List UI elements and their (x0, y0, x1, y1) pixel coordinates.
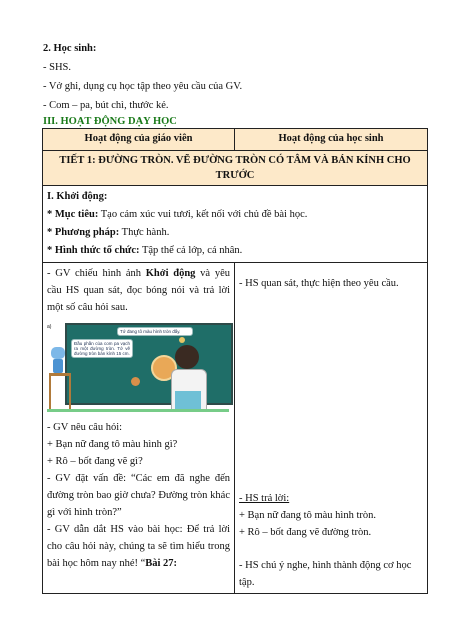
material-item: - Com – pa, bút chì, thước kẻ. (43, 100, 169, 111)
startup-heading: I. Khởi động: (47, 191, 108, 202)
table-header-row (43, 129, 428, 151)
lesson-title: TIẾT 1: ĐƯỜNG TRÒN. VẼ ĐƯỜNG TRÒN CÓ TÂM VÀ BÁN KÍNH CHO TRƯỚC (43, 151, 428, 186)
activity-table (42, 128, 428, 594)
goal-text: Tạo cảm xúc vui tươi, kết nối với chủ đề bài học. (98, 209, 308, 220)
floor (47, 409, 229, 412)
method-text: Thực hành. (119, 227, 170, 238)
col-header-student: Hoạt động của học sinh (235, 129, 428, 151)
teacher-cell (43, 263, 235, 594)
girl-skirt (175, 391, 201, 409)
activity-row (43, 263, 428, 594)
student-cell (235, 263, 428, 594)
teacher-problem: - GV đặt vấn đề: “Các em đã nghe đến đường tròn bao giờ chưa? Đường tròn khác gì với hình tròn?” (47, 473, 230, 518)
student-answer: + Rô – bốt đang vẽ đường tròn. (239, 527, 372, 538)
form-text: Tập thể cả lớp, cá nhân. (139, 245, 243, 256)
teacher-question-line: + Bạn nữ đang tô màu hình gì? (47, 439, 178, 450)
teacher-question-line: + Rô – bốt đang vẽ gì? (47, 456, 143, 467)
students-heading: 2. Học sinh: (43, 43, 97, 54)
stool (49, 373, 71, 412)
planet-tiny (179, 337, 185, 343)
startup-illustration (47, 319, 229, 415)
teacher-lead-in (47, 521, 230, 572)
robot-body (53, 359, 63, 373)
material-item: - Vở ghi, dụng cụ học tập theo yêu cầu của GV. (43, 81, 243, 92)
teacher-intro-text-2: và yêu cầu HS quan sát, đọc bóng nói và trả lời một số câu hỏi sau. (47, 268, 230, 313)
goal-line (47, 206, 423, 224)
illustration-letter: a) (47, 324, 52, 330)
teacher-intro-text: - GV chiếu hình ảnh (47, 268, 146, 279)
form-line (47, 242, 423, 260)
planet-small (131, 377, 140, 386)
startup-row (43, 186, 428, 263)
startup-cell (43, 186, 428, 263)
teacher-question-line: - GV nêu câu hỏi: (47, 422, 123, 433)
teacher-intro-bold: Khởi động (145, 268, 196, 279)
method-line (47, 224, 423, 242)
section-heading: III. HOẠT ĐỘNG DẠY HỌC (43, 116, 177, 127)
form-label: * Hình thức tổ chức: (47, 245, 140, 256)
method-label: * Phương pháp: (47, 227, 120, 238)
robot-head (51, 347, 65, 359)
student-answer-label: - HS trả lời: (239, 493, 290, 504)
girl-head (175, 345, 199, 369)
teacher-lead-in-text: - GV dẫn dắt HS vào bài học: Để trả lời cho câu hỏi này, chúng ta sẽ tìm hiểu trong bài học hôm nay nhé! “ (47, 524, 230, 569)
student-answer: + Bạn nữ đang tô màu hình tròn. (239, 510, 377, 521)
student-listen: - HS chú ý nghe, hình thành động cơ học tập. (239, 560, 412, 588)
col-header-teacher: Hoạt động của giáo viên (43, 129, 235, 151)
speech-bubble-robot: Đầu phần của com pa vạch ra một đường tròn. Tớ vẽ đường tròn bán kính 15 cm. (71, 339, 133, 358)
goal-label: * Mục tiêu: (47, 209, 99, 220)
lesson-title-ref: Bài 27: (145, 558, 178, 569)
speech-bubble-girl: Tớ đang tô màu hình tròn đấy. (117, 327, 193, 336)
student-observe: - HS quan sát, thực hiện theo yêu cầu. (239, 278, 399, 289)
teacher-intro (47, 265, 230, 316)
lesson-title-row (43, 151, 428, 186)
material-item: - SHS. (43, 62, 72, 73)
